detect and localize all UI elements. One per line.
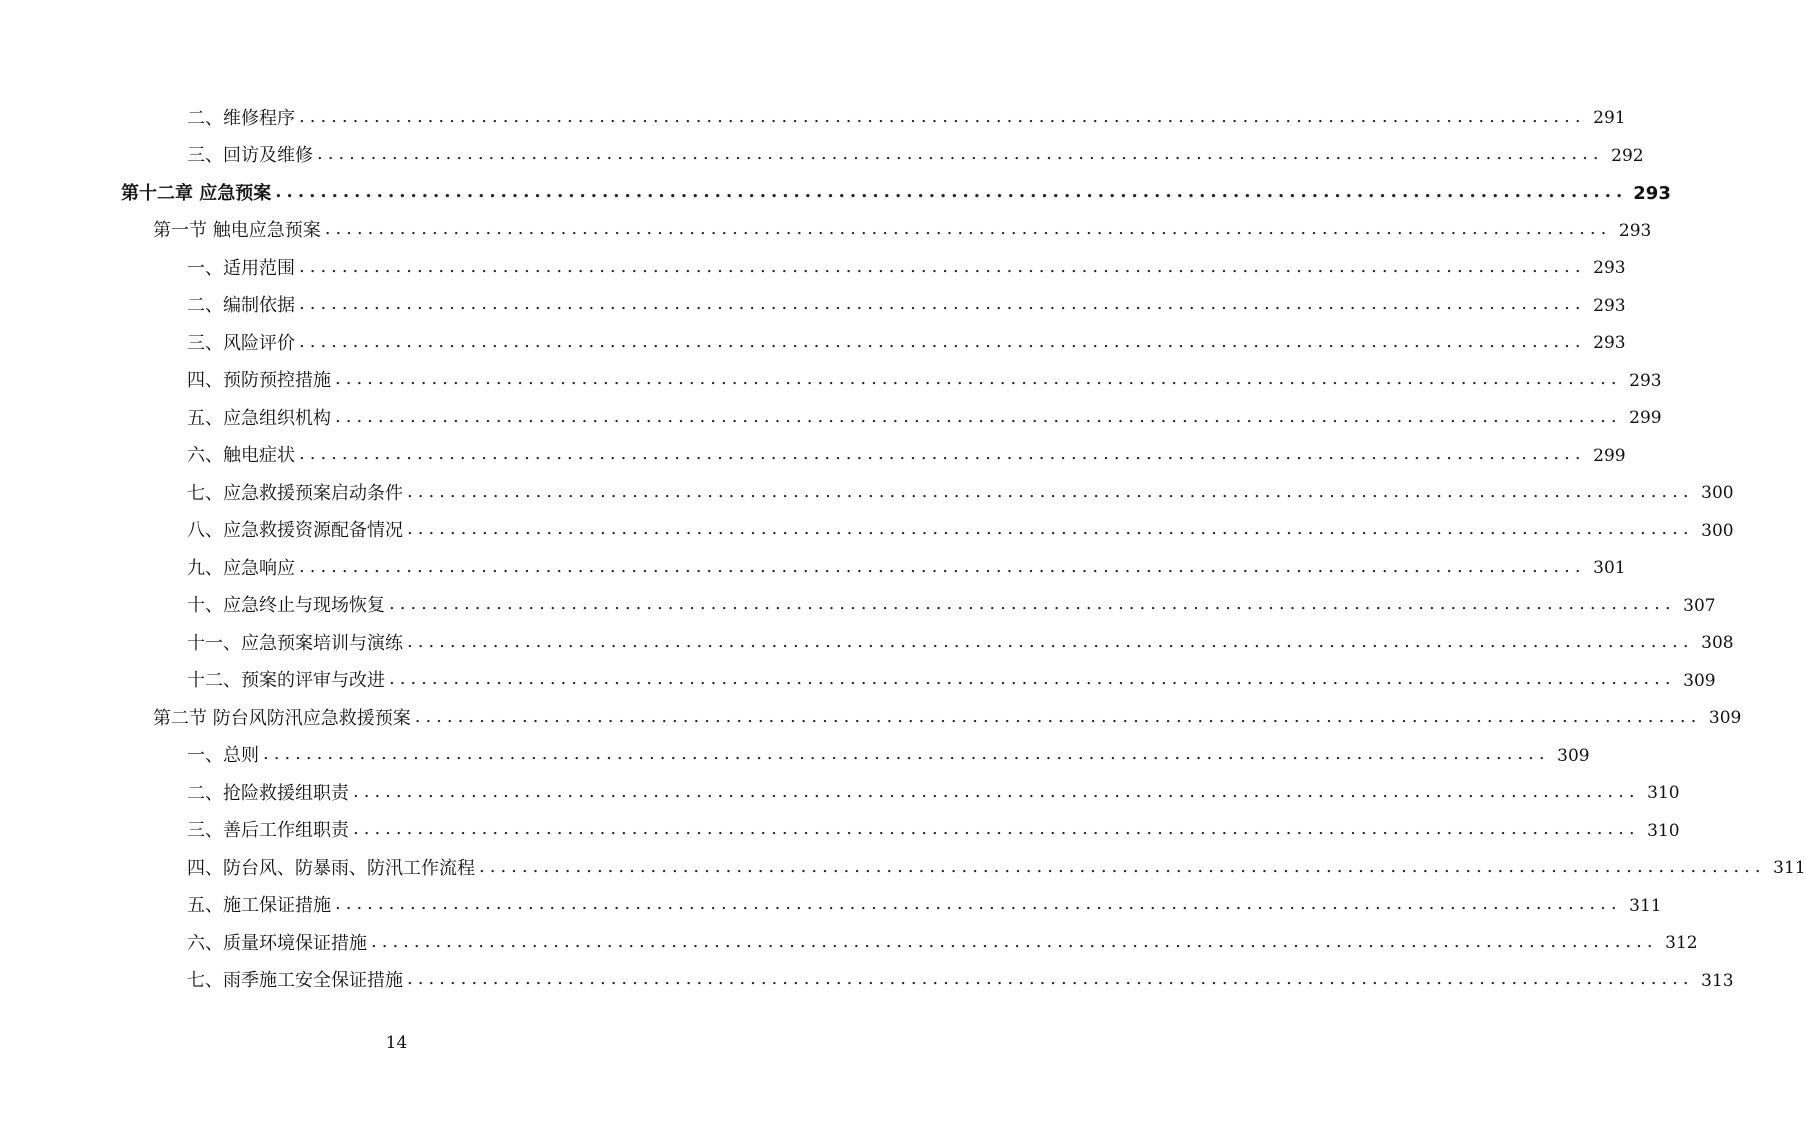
toc-entry-page-number: 293 [1618, 220, 1652, 241]
toc-entry-page-number: 311 [1629, 895, 1662, 916]
toc-dot-leader: ........................................................................................................................ [317, 143, 1604, 165]
toc-entry-page-number: 293 [1593, 295, 1626, 316]
toc-entry-page-number: 293 [1633, 182, 1671, 204]
toc-entry-page-number: 292 [1611, 145, 1644, 166]
toc-dot-leader: ........................................................................................................................ [299, 443, 1586, 465]
toc-entry-item[interactable] [0, 625, 1734, 663]
toc-dot-leader: ........................................................................................................................ [335, 368, 1622, 390]
toc-entry-page-number: 308 [1701, 633, 1734, 654]
toc-dot-leader: ........................................................................................................................ [371, 930, 1658, 952]
table-of-contents [0, 100, 1806, 1000]
toc-dot-leader: ........................................................................................................................ [414, 705, 1702, 727]
toc-entry-title: 二、维修程序 [187, 107, 295, 129]
toc-entry-item[interactable] [0, 325, 1626, 363]
toc-entry-title: 四、防台风、防暴雨、防汛工作流程 [187, 857, 475, 879]
toc-dot-leader: ........................................................................................................................ [299, 293, 1586, 315]
toc-entry-title: 一、总则 [187, 745, 259, 767]
toc-entry-title: 三、善后工作组职责 [187, 820, 349, 842]
toc-dot-leader: ........................................................................................................................ [299, 330, 1586, 352]
toc-entry-section[interactable] [0, 700, 1742, 738]
toc-dot-leader: ........................................................................................................................ [407, 518, 1694, 540]
toc-dot-leader: ........................................................................................................................ [407, 630, 1694, 652]
toc-entry-item[interactable] [0, 400, 1662, 438]
page-number: 14 [385, 1033, 408, 1053]
toc-entry-item[interactable] [0, 100, 1626, 138]
toc-entry-title: 一、适用范围 [187, 257, 295, 279]
toc-entry-title: 六、触电症状 [187, 445, 295, 467]
toc-dot-leader: ........................................................................................................................ [275, 180, 1628, 202]
toc-entry-page-number: 309 [1683, 670, 1716, 691]
toc-entry-title: 第一节 触电应急预案 [153, 220, 321, 242]
toc-entry-title: 三、风险评价 [187, 332, 295, 354]
toc-entry-page-number: 300 [1701, 520, 1734, 541]
toc-entry-item[interactable] [0, 438, 1626, 476]
toc-dot-leader: ........................................................................................................................ [299, 255, 1586, 277]
toc-entry-section[interactable] [0, 213, 1652, 251]
toc-entry-title: 十二、预案的评审与改进 [187, 670, 385, 692]
toc-dot-leader: ........................................................................................................................ [299, 105, 1586, 127]
toc-entry-page-number: 312 [1665, 933, 1698, 954]
toc-entry-title: 第二节 防台风防汛应急救援预案 [153, 707, 411, 729]
toc-entry-title: 八、应急救援资源配备情况 [187, 520, 403, 542]
toc-dot-leader: ........................................................................................................................ [353, 818, 1640, 840]
toc-entry-title: 第十二章 应急预案 [121, 182, 272, 204]
toc-entry-page-number: 311 [1773, 858, 1806, 879]
toc-entry-page-number: 293 [1629, 370, 1662, 391]
toc-entry-title: 九、应急响应 [187, 557, 295, 579]
toc-dot-leader: ........................................................................................................................ [407, 480, 1694, 502]
toc-dot-leader: ........................................................................................................................ [353, 780, 1640, 802]
toc-dot-leader: ........................................................................................................................ [335, 893, 1622, 915]
toc-entry-page-number: 309 [1708, 708, 1742, 729]
toc-entry-page-number: 291 [1593, 108, 1626, 129]
toc-entry-title: 五、应急组织机构 [187, 407, 331, 429]
toc-entry-page-number: 313 [1701, 970, 1734, 991]
toc-entry-title: 七、雨季施工安全保证措施 [187, 970, 403, 992]
toc-entry-title: 十、应急终止与现场恢复 [187, 595, 385, 617]
toc-dot-leader: ........................................................................................................................ [389, 593, 1676, 615]
toc-entry-item[interactable] [0, 288, 1626, 326]
toc-dot-leader: ........................................................................................................................ [389, 668, 1676, 690]
toc-entry-item[interactable] [0, 475, 1734, 513]
toc-dot-leader: ........................................................................................................................ [299, 555, 1586, 577]
toc-dot-leader: ........................................................................................................................ [407, 968, 1694, 990]
toc-entry-title: 三、回访及维修 [187, 145, 313, 167]
toc-entry-page-number: 293 [1593, 333, 1626, 354]
toc-entry-page-number: 301 [1593, 558, 1626, 579]
toc-entry-chapter[interactable] [0, 175, 1671, 213]
toc-entry-item[interactable] [0, 588, 1716, 626]
toc-entry-page-number: 300 [1701, 483, 1734, 504]
toc-entry-title: 十一、应急预案培训与演练 [187, 632, 403, 654]
toc-entry-title: 二、编制依据 [187, 295, 295, 317]
toc-entry-item[interactable] [0, 363, 1662, 401]
toc-entry-item[interactable] [0, 738, 1590, 776]
toc-entry-item[interactable] [0, 138, 1644, 176]
toc-entry-item[interactable] [0, 813, 1680, 851]
toc-entry-page-number: 307 [1683, 595, 1716, 616]
toc-dot-leader: ........................................................................................................................ [324, 218, 1612, 240]
toc-entry-item[interactable] [0, 925, 1698, 963]
toc-entry-item[interactable] [0, 775, 1680, 813]
toc-entry-title: 四、预防预控措施 [187, 370, 331, 392]
toc-dot-leader: ........................................................................................................................ [479, 855, 1766, 877]
toc-entry-page-number: 309 [1557, 745, 1590, 766]
toc-dot-leader: ........................................................................................................................ [263, 743, 1550, 765]
toc-entry-item[interactable] [0, 963, 1734, 1001]
toc-entry-title: 五、施工保证措施 [187, 895, 331, 917]
toc-entry-page-number: 299 [1629, 408, 1662, 429]
toc-entry-page-number: 293 [1593, 258, 1626, 279]
toc-entry-item[interactable] [0, 888, 1662, 926]
toc-dot-leader: ........................................................................................................................ [335, 405, 1622, 427]
toc-entry-page-number: 299 [1593, 445, 1626, 466]
toc-entry-item[interactable] [0, 513, 1734, 551]
toc-entry-page-number: 310 [1647, 783, 1680, 804]
toc-entry-page-number: 310 [1647, 820, 1680, 841]
toc-entry-item[interactable] [0, 663, 1716, 701]
toc-entry-item[interactable] [0, 550, 1626, 588]
toc-entry-title: 六、质量环境保证措施 [187, 932, 367, 954]
toc-entry-item[interactable] [0, 850, 1806, 888]
toc-entry-item[interactable] [0, 250, 1626, 288]
toc-entry-title: 二、抢险救援组职责 [187, 782, 349, 804]
toc-entry-title: 七、应急救援预案启动条件 [187, 482, 403, 504]
